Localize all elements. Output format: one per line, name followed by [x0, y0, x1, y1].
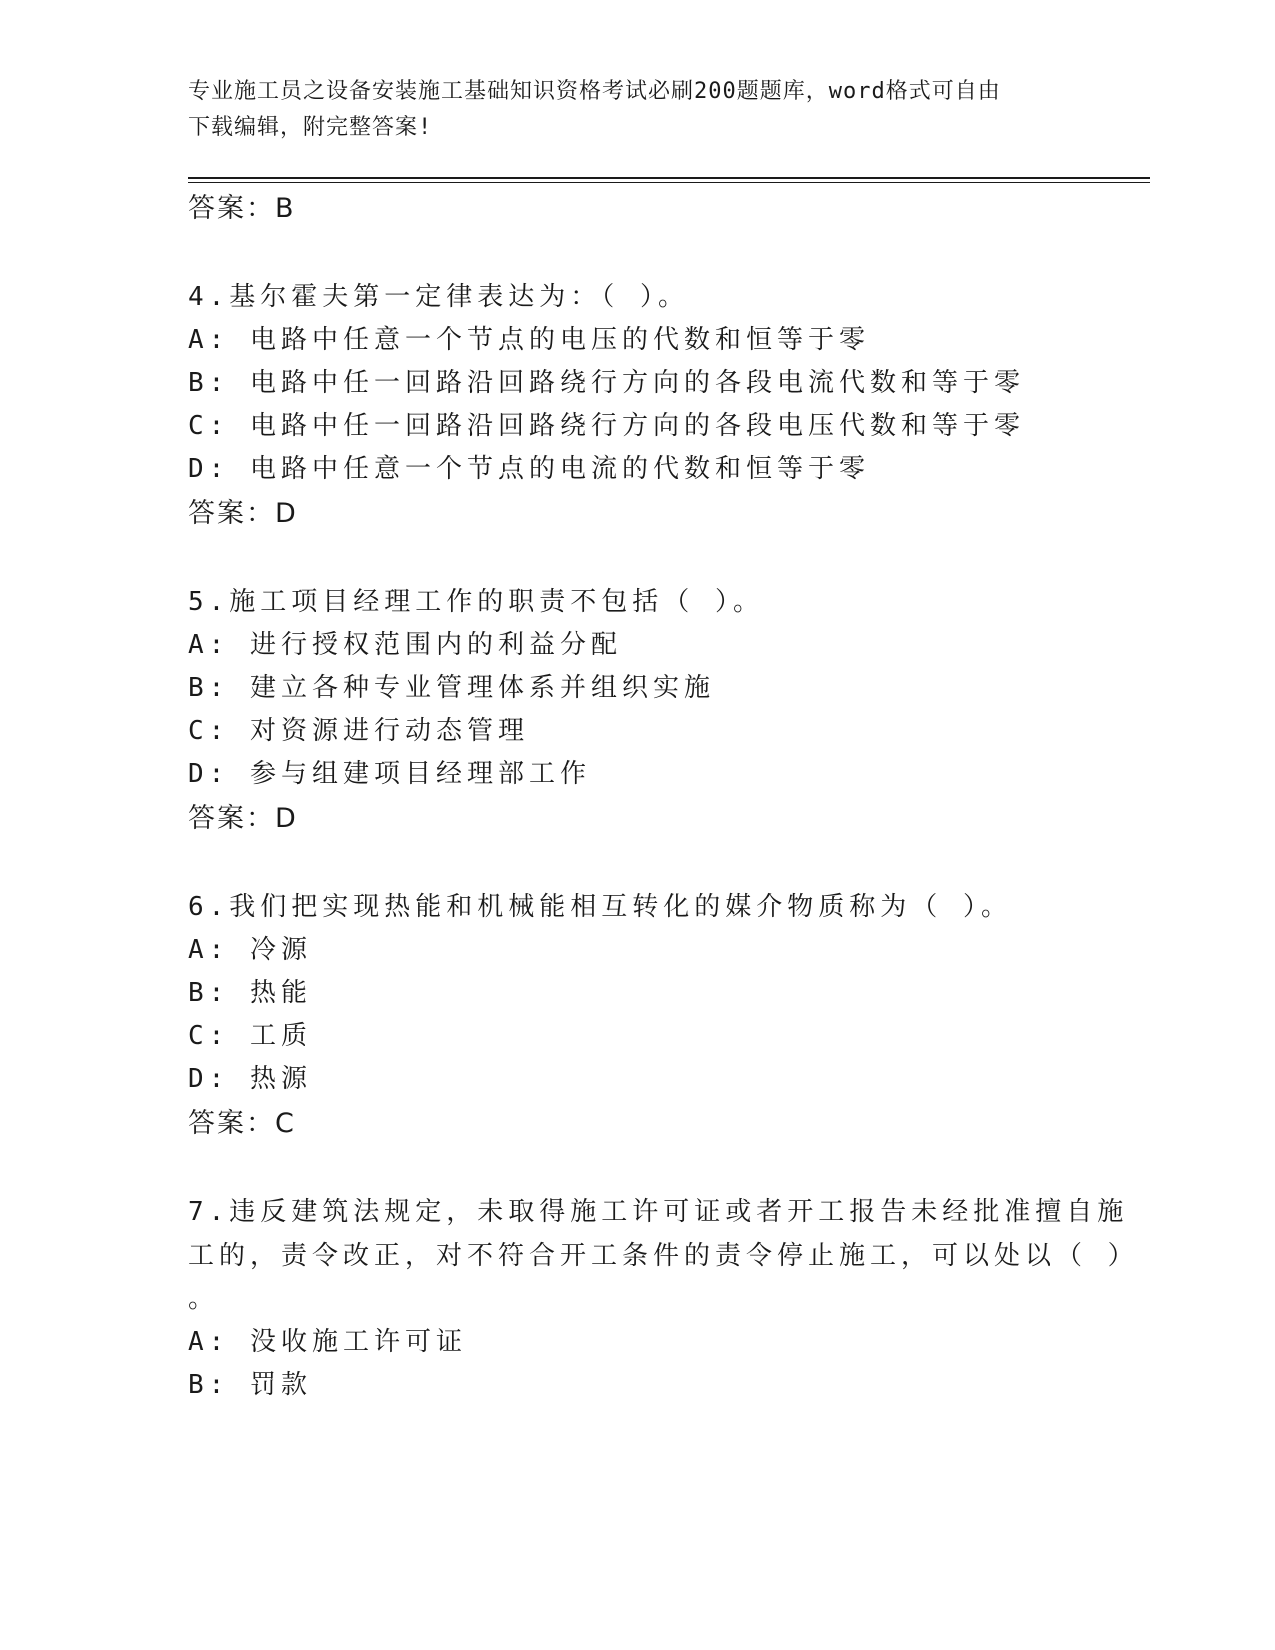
option-d: D: 热源 — [188, 1064, 312, 1094]
option-c: C: 对资源进行动态管理 — [188, 716, 529, 746]
option-b: B: 电路中任一回路沿回路绕行方向的各段电流代数和等于零 — [188, 368, 1025, 398]
option-c: C: 工质 — [188, 1021, 312, 1051]
question-stem: 6.我们把实现热能和机械能相互转化的媒介物质称为（ ）。 — [188, 892, 1012, 922]
answer-line — [188, 801, 298, 837]
answer-label: 答案： — [188, 498, 275, 529]
answer-label: 答案： — [188, 803, 275, 834]
answer-value: C — [275, 1108, 296, 1139]
answer-label: 答案： — [188, 1108, 275, 1139]
option-b: B: 建立各种专业管理体系并组织实施 — [188, 673, 715, 703]
question-stem-line-1: 7.违反建筑法规定，未取得施工许可证或者开工报告未经批准擅自施 — [188, 1197, 1129, 1227]
answer-value: B — [275, 193, 296, 224]
option-c: C: 电路中任一回路沿回路绕行方向的各段电压代数和等于零 — [188, 411, 1025, 441]
question-stem-line-2: 工的，责令改正，对不符合开工条件的责令停止施工，可以处以（ ） — [188, 1241, 1139, 1271]
answer-line — [188, 496, 298, 532]
option-a: A: 电路中任意一个节点的电压的代数和恒等于零 — [188, 325, 870, 355]
option-d: D: 参与组建项目经理部工作 — [188, 759, 591, 789]
option-a: A: 进行授权范围内的利益分配 — [188, 630, 622, 660]
option-d: D: 电路中任意一个节点的电流的代数和恒等于零 — [188, 454, 870, 484]
header-divider-thin — [188, 182, 1150, 183]
option-b: B: 罚款 — [188, 1370, 312, 1400]
header-title-line-1: 专业施工员之设备安装施工基础知识资格考试必刷200题题库，word格式可自由 — [188, 79, 1001, 104]
header-divider-thick — [188, 177, 1150, 179]
answer-line — [188, 1106, 296, 1142]
question-stem: 5.施工项目经理工作的职责不包括（ ）。 — [188, 587, 764, 617]
question-stem: 4.基尔霍夫第一定律表达为：（ ）。 — [188, 282, 689, 312]
answer-value: D — [275, 803, 298, 834]
answer-value: D — [275, 498, 298, 529]
answer-label: 答案： — [188, 193, 275, 224]
header-title-line-2: 下载编辑，附完整答案! — [188, 115, 433, 140]
document-header — [188, 74, 1068, 146]
question-stem-line-3: 。 — [188, 1284, 220, 1314]
option-a: A: 冷源 — [188, 935, 312, 965]
option-a: A: 没收施工许可证 — [188, 1327, 467, 1357]
option-b: B: 热能 — [188, 978, 312, 1008]
answer-line — [188, 191, 296, 227]
